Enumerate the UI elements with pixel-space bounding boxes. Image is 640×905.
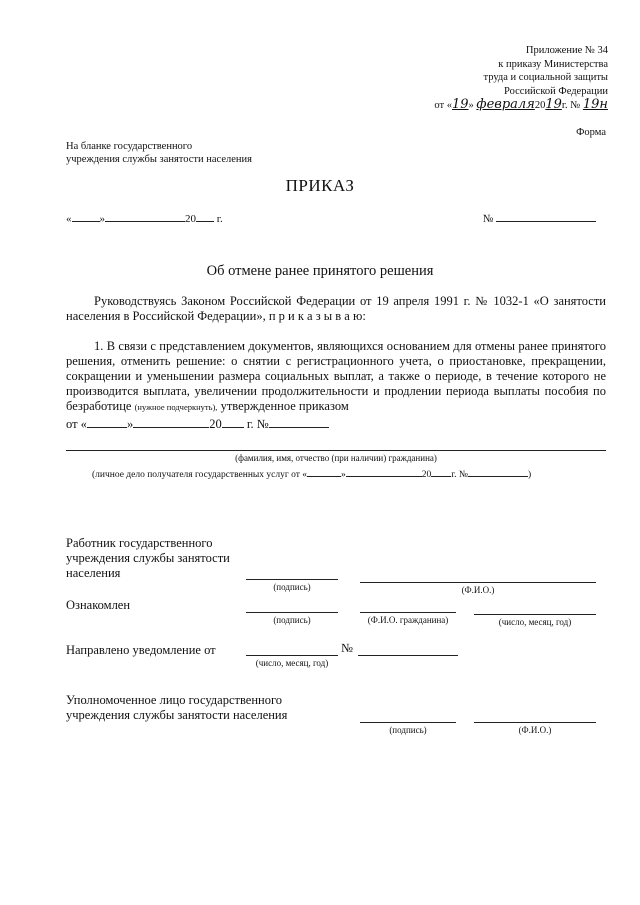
notice-number-line (358, 655, 458, 656)
handwritten-year: 19 (545, 97, 562, 112)
name-caption: (Ф.И.О.) (461, 585, 495, 595)
decision-paragraph: 1. В связи с представлением документов, являющихся основанием для отмены ранее принятого решения, отменить решение: о снятии с регистрационного учета, о приостановке, прекращении, сокращении и уменьшении размера социальных выплат, а также о периоде, в течение которого не производится выплата, увеличении продолжительности и продлении периода выплаты пособия по безработице (нужное подчеркнуть), утвержденное приказом от « » 20 г. № (66, 339, 606, 431)
appendix-date-line: от «19» февраля2019г. № 19н (434, 97, 608, 112)
dossier-line: (личное дело получателя государственных услуг от « » 20 г. № ) (92, 466, 531, 480)
authorized-name-line (474, 722, 596, 723)
citizen-name-sign-line (360, 612, 456, 613)
order-number: № (483, 209, 596, 225)
form-label: Форма (576, 127, 606, 138)
acquainted-label: Ознакомлен (66, 598, 131, 612)
handwritten-day: 19 (452, 97, 469, 112)
acquainted-date-line (474, 614, 596, 615)
notice-date-caption: (число, месяц, год) (255, 658, 329, 668)
notice-label: Направлено уведомление от (66, 643, 216, 657)
appendix-header (368, 44, 608, 113)
citizen-name-caption: (Ф.И.О. гражданина) (367, 615, 449, 625)
letterhead-line: На бланке государственного (66, 141, 193, 152)
letterhead-note (66, 140, 252, 166)
number-blank (496, 209, 596, 222)
appendix-line: Приложение № 34 (525, 45, 608, 56)
handwritten-number: 19н (582, 97, 608, 112)
year-blank (196, 209, 214, 222)
name-caption: (Ф.И.О.) (518, 725, 552, 735)
authorized-signature-line (360, 722, 456, 723)
document-subject: Об отмене ранее принятого решения (206, 263, 434, 279)
letterhead-line: учреждения службы занятости населения (66, 154, 252, 165)
month-blank (105, 209, 185, 222)
appendix-line: к приказу Министерства (498, 58, 608, 70)
appendix-line: Российской Федерации (504, 85, 608, 97)
signature-caption: (подпись) (273, 582, 311, 592)
appendix-line: труда и социальной защиты (483, 72, 608, 83)
day-blank (72, 209, 100, 222)
authorized-label: Уполномоченное лицо государственного учреждения службы занятости населения (66, 693, 288, 722)
handwritten-month: февраля (476, 97, 535, 112)
notice-number-sign: № (341, 641, 353, 655)
signature-caption: (подпись) (273, 615, 311, 625)
order-date: « » 20 г. (66, 209, 223, 225)
worker-label: Работник государственного учреждения службы занятости населения (66, 536, 230, 580)
preamble-paragraph: Руководствуясь Законом Российской Федерации от 19 апреля 1991 г. № 1032-1 «О занятости населения в Российской Федерации», п р и к а з ы в а ю: (66, 294, 606, 323)
document-title: ПРИКАЗ (285, 176, 355, 195)
notice-date-line (246, 655, 338, 656)
citizen-caption: (фамилия, имя, отчество (при наличии) гражданина) (235, 453, 437, 463)
acquainted-signature-line (246, 612, 338, 613)
citizen-name-line (66, 450, 606, 451)
signature-caption: (подпись) (389, 725, 427, 735)
worker-signature-line (246, 579, 338, 580)
date-caption: (число, месяц, год) (498, 617, 572, 627)
worker-name-line (360, 582, 596, 583)
